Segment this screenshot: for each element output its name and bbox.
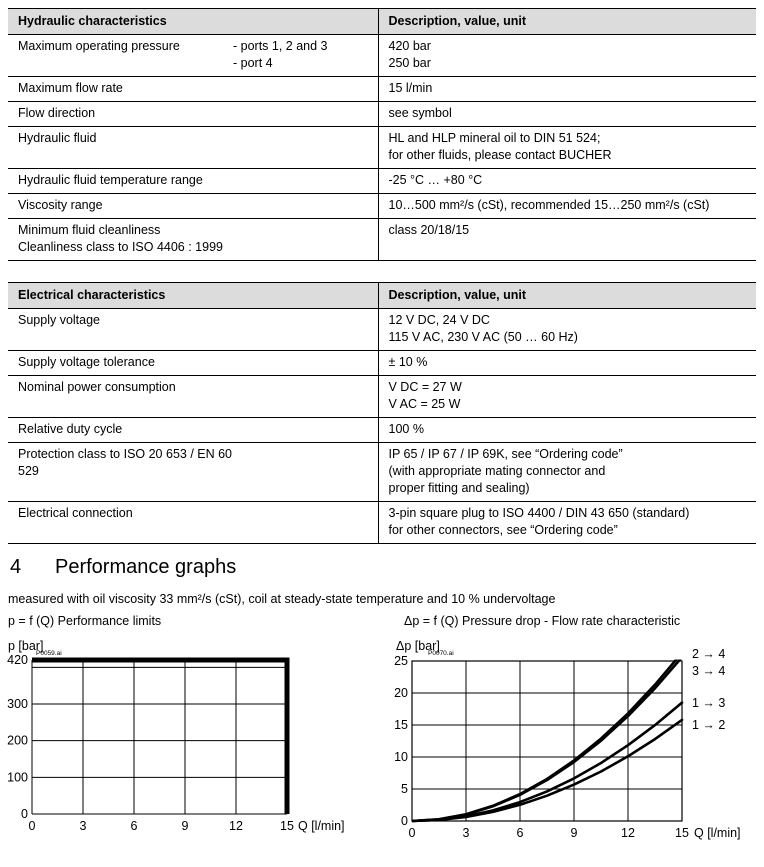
x-tick-label: 12 [229,819,243,833]
characteristic-cell: Flow direction [8,102,378,127]
x-axis-title: Q [l/min] [298,819,345,833]
hydraulic-header-cell: Hydraulic characteristics [8,9,378,35]
measurement-note: measured with oil viscosity 33 mm²/s (cSt), coil at steady-state temperature and 10 % undervoltage [8,592,556,606]
characteristic-cell: Viscosity range [8,194,378,219]
pressure-drop-chart [390,634,764,852]
value-cell: -25 °C … +80 °C [378,169,756,194]
characteristic-cell: Supply voltage tolerance [8,351,378,376]
x-axis-title: Q [l/min] [694,826,741,840]
performance-limits-chart [0,634,390,846]
y-axis-title: p [bar] [8,639,44,653]
x-tick-label: 3 [462,826,470,840]
y-tick-label: 300 [7,697,28,711]
y-tick-label: 10 [394,750,408,764]
description-header-cell: Description, value, unit [378,283,756,309]
section-heading [10,556,236,579]
y-tick-label: 5 [401,782,408,796]
y-axis-title: Δp [bar] [396,639,440,653]
y-tick-label: 0 [401,814,408,828]
section-title: Performance graphs [55,556,237,578]
legend-label: 2 → 4 [692,647,726,661]
y-tick-label: 15 [394,718,408,732]
figure-reference: P0070.ai [428,650,454,657]
sub-label-column: - ports 1, 2 and 3 - port 4 [233,39,328,70]
value-cell: 15 l/min [378,77,756,102]
y-tick-label: 0 [21,807,28,821]
value-cell: V DC = 27 W V AC = 25 W [378,376,756,418]
x-tick-label: 9 [570,826,578,840]
table-row [8,502,756,544]
y-tick-label: 200 [7,733,28,748]
grid-lines [32,660,287,814]
x-tick-label: 6 [516,826,524,840]
value-cell: 3-pin square plug to ISO 4400 / DIN 43 650 (standard) for other connectors, see “Ordering code” [378,502,756,544]
electrical-characteristics-table [8,282,756,544]
legend-label: 1 → 3 [692,696,726,710]
characteristic-cell: Maximum flow rate [8,77,378,102]
x-tick-label: 0 [28,819,36,833]
table-row [8,35,756,77]
y-tick-label: 100 [7,770,28,785]
figure-reference: P0059.ai [36,650,62,657]
characteristic-cell: Supply voltage [8,309,378,351]
x-tick-label: 6 [130,819,138,833]
x-tick-label: 9 [181,819,189,833]
performance-limit-line [32,660,287,814]
characteristic-cell: Minimum fluid cleanliness Cleanliness class to ISO 4406 : 1999 [8,219,378,261]
section-number: 4 [10,556,22,578]
characteristic-cell: Hydraulic fluid temperature range [8,169,378,194]
table-row [8,77,756,102]
characteristic-cell: Maximum operating pressure - ports 1, 2 and 3 - port 4 [8,35,378,77]
characteristic-cell: Protection class to ISO 20 653 / EN 60 529 [8,443,378,502]
characteristic-cell: Relative duty cycle [8,418,378,443]
characteristic-cell: Electrical connection [8,502,378,544]
hydraulic-characteristics-table [8,8,756,261]
x-tick-label: 12 [621,826,635,840]
x-tick-label: 0 [408,826,416,840]
table-row [8,376,756,418]
description-header-cell: Description, value, unit [378,9,756,35]
electrical-header-cell: Electrical characteristics [8,283,378,309]
x-tick-label: 15 [280,819,294,833]
characteristic-cell: Hydraulic fluid [8,127,378,169]
x-tick-label: 3 [79,819,87,833]
y-tick-label: 20 [394,686,408,700]
table-row [8,127,756,169]
y-tick-label: 420 [7,653,28,667]
characteristic-cell: Nominal power consumption [8,376,378,418]
legend-label: 1 → 2 [692,718,726,732]
value-cell: HL and HLP mineral oil to DIN 51 524; for other fluids, please contact BUCHER [378,127,756,169]
table-row [8,219,756,261]
value-cell: 12 V DC, 24 V DC 115 V AC, 230 V AC (50 … 60 Hz) [378,309,756,351]
x-tick-label: 15 [675,826,689,840]
curve-1-3 [412,703,682,821]
value-cell: class 20/18/15 [378,219,756,261]
y-tick-label: 25 [394,654,408,668]
value-cell: 10…500 mm²/s (cSt), recommended 15…250 mm²/s (cSt) [378,194,756,219]
table-row [8,194,756,219]
table-row [8,443,756,502]
value-cell: see symbol [378,102,756,127]
value-cell: IP 65 / IP 67 / IP 69K, see “Ordering code” (with appropriate mating connector and proper fitting and sealing) [378,443,756,502]
value-cell: 100 % [378,418,756,443]
table-row [8,169,756,194]
value-cell: 420 bar 250 bar [378,35,756,77]
table-row [8,309,756,351]
pressure-drop-chart-title: Δp = f (Q) Pressure drop - Flow rate characteristic [404,614,681,628]
performance-limits-chart-title: p = f (Q) Performance limits [8,614,162,628]
table-header-row [8,9,756,35]
table-header-row [8,283,756,309]
legend-label: 3 → 4 [692,664,726,678]
value-cell: ± 10 % [378,351,756,376]
table-row [8,418,756,443]
table-row [8,102,756,127]
table-row [8,351,756,376]
